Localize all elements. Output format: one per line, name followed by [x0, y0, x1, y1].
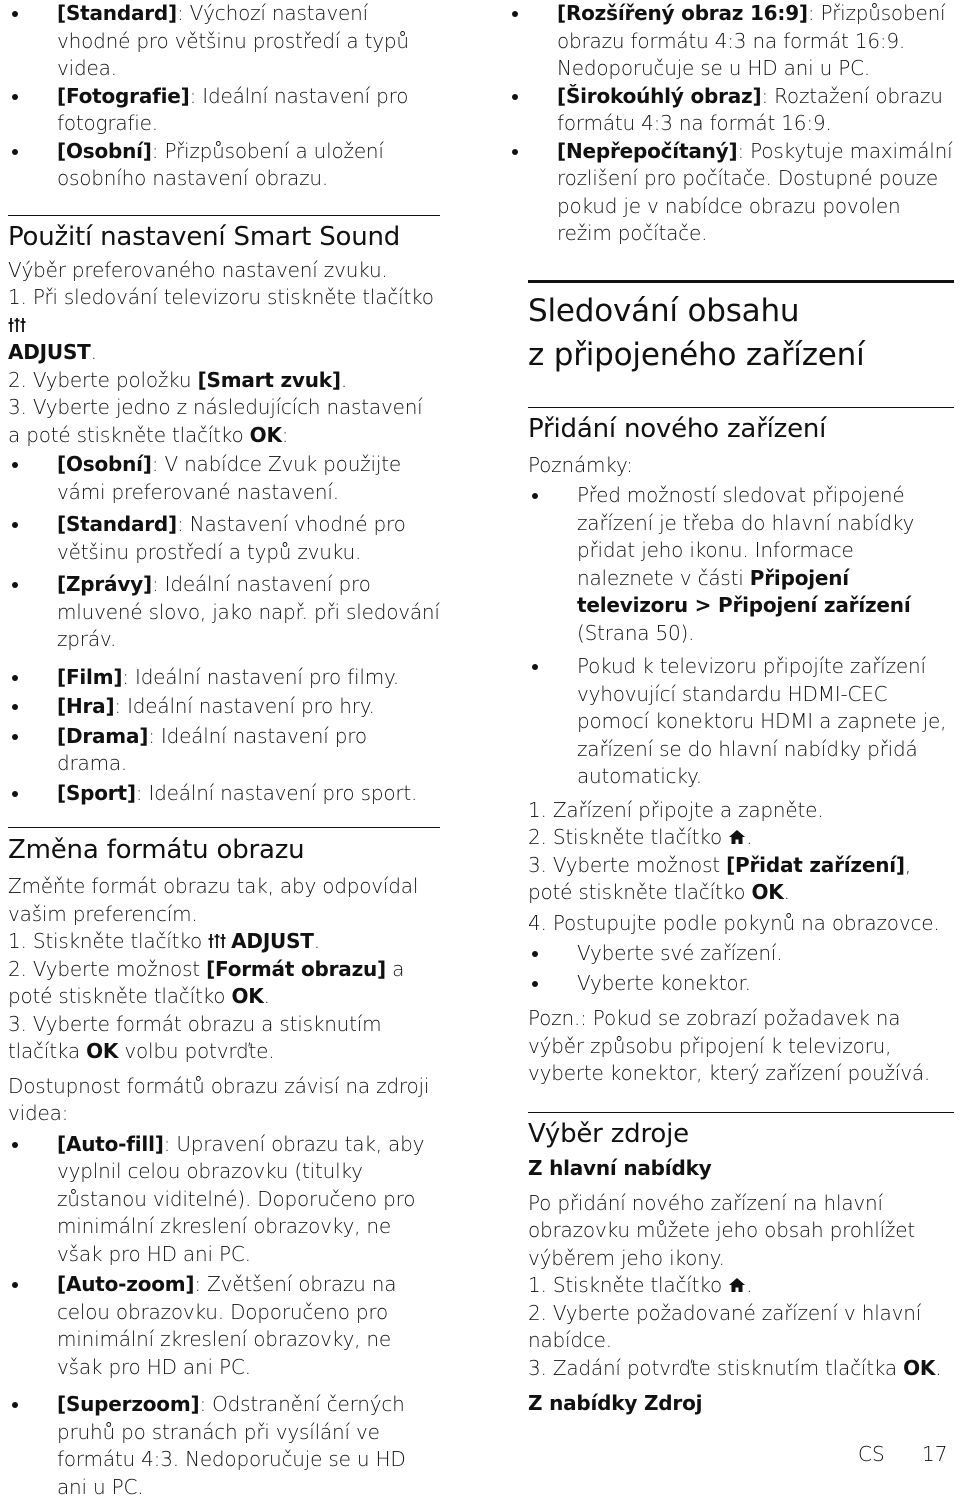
option-key: [Fotografie]: [57, 84, 190, 108]
ok-key-label: OK: [86, 1039, 118, 1063]
list-item: [8, 664, 440, 692]
step-text: 3. Vyberte jedno z následujících nastavení a poté stiskněte tlačítko: [8, 395, 423, 447]
option-key: [Rozšířený obraz 16:9]: [557, 1, 808, 25]
format-availability: Dostupnost formátů obrazu závisí na zdroji videa:: [8, 1073, 440, 1128]
notes-label: Poznámky:: [528, 452, 954, 480]
option-text: : Roztažení obrazu formátu 4:3 na formát 16:9.: [557, 84, 943, 136]
option-text: : Ideální nastavení pro hry.: [114, 694, 374, 718]
add-step-4: 4. Postupujte podle pokynů na obrazovce.: [528, 910, 954, 938]
right-column: [528, 0, 954, 1417]
step-text: .: [341, 368, 347, 392]
ok-key-label: OK: [250, 423, 282, 447]
format-step-2: [8, 956, 440, 1011]
format-step-1: [8, 928, 440, 956]
adjust-key-label: ADJUST: [8, 340, 91, 364]
list-item: [8, 571, 440, 654]
note-text: Před možností sledovat připojené zařízení je třeba do hlavní nabídky přidat jeho ikonu. Informace naleznete v části: [577, 483, 914, 590]
list-item: [8, 693, 440, 721]
step-text: .: [784, 880, 790, 904]
chapter-title-line-1: Sledování obsahu: [528, 293, 799, 329]
step-text: 1. Při sledování televizoru stiskněte tlačítko: [8, 285, 434, 309]
note-reference: Připojení televizoru > Připojení zařízení: [577, 566, 910, 618]
format-intro: Změňte formát obrazu tak, aby odpovídal vašim preferencím.: [8, 873, 440, 928]
chapter-title: [528, 289, 954, 377]
sound-step-3: [8, 394, 440, 449]
step-text: .: [746, 825, 752, 849]
option-key: [Hra]: [57, 694, 114, 718]
step-text: :: [282, 423, 289, 447]
subheading-from-source-menu: Z nabídky Zdroj: [528, 1390, 954, 1417]
format-step-3: [8, 1011, 440, 1066]
source-intro: Po přidání nového zařízení na hlavní obrazovku můžete jeho obsah prohlížet výběrem jeho ikony.: [528, 1190, 954, 1273]
section-heading-smart-sound: Použití nastavení Smart Sound: [8, 221, 440, 253]
ok-key-label: OK: [231, 984, 263, 1008]
source-step-2: 2. Vyberte požadované zařízení v hlavní nabídce.: [528, 1300, 954, 1355]
option-key: [Superzoom]: [57, 1392, 199, 1416]
option-text: : Přizpůsobení a uložení osobního nastavení obrazu.: [57, 139, 384, 191]
section-heading-select-source: Výběr zdroje: [528, 1118, 954, 1150]
add-step-2: [528, 824, 954, 852]
section-heading-add-device: Přidání nového zařízení: [528, 413, 954, 445]
list-item: [8, 723, 440, 778]
option-key: [Drama]: [57, 724, 148, 748]
list-item: [8, 0, 440, 83]
option-text: : Ideální nastavení pro sport.: [136, 781, 417, 805]
section-divider: [8, 827, 440, 828]
add-step-1: 1. Zařízení připojte a zapněte.: [528, 797, 954, 825]
option-key: [Širokoúhlý obraz]: [557, 84, 761, 108]
option-text: : Výchozí nastavení vhodné pro většinu prostředí a typů videa.: [57, 1, 409, 80]
sound-step-2: [8, 367, 440, 395]
add-step-3: [528, 852, 954, 907]
chapter-divider: [528, 280, 954, 283]
menu-key-label: [Formát obrazu]: [206, 957, 386, 981]
section-divider: [528, 407, 954, 408]
option-text: : Ideální nastavení pro filmy.: [122, 665, 399, 689]
step-text: .: [314, 929, 320, 953]
option-text: : V nabídce Zvuk použijte vámi preferované nastavení.: [57, 452, 401, 504]
list-item: [508, 138, 954, 248]
sound-step-1: [8, 284, 440, 367]
option-text: : Poskytuje maximální rozlišení pro počítače. Dostupné pouze pokud je v nabídce obrazu povolen režim počítače.: [557, 139, 952, 246]
list-item: [8, 83, 440, 138]
list-item: [8, 1271, 440, 1381]
list-item: Pokud k televizoru připojíte zařízení vyhovující standardu HDMI-CEC pomocí konektoru HDMI a zapnete je, zařízení se do hlavní nabídky přidá automaticky.: [528, 653, 954, 791]
option-key: [Auto-fill]: [57, 1132, 164, 1156]
option-text: : Přizpůsobení obrazu formátu 4:3 na formát 16:9. Nedoporučuje se u HD ani u PC.: [557, 1, 945, 80]
source-step-1: [528, 1272, 954, 1300]
step-text: 3. Vyberte formát obrazu a stisknutím tlačítka: [8, 1012, 381, 1064]
sound-options-list-2: [8, 664, 440, 808]
step-text: 3. Zadání potvrďte stisknutím tlačítka: [528, 1356, 903, 1380]
home-icon: [728, 1277, 746, 1293]
step-text: 1. Stiskněte tlačítko: [528, 1273, 728, 1297]
option-text: : Ideální nastavení pro fotografie.: [57, 84, 408, 136]
list-item: [8, 511, 440, 566]
step-text: a poté stiskněte tlačítko: [8, 957, 404, 1009]
list-item: [8, 780, 440, 808]
option-text: : Nastavení vhodné pro většinu prostředí a typů zvuku.: [57, 512, 406, 564]
adjust-icon: [208, 933, 226, 949]
list-item: Vyberte konektor.: [528, 970, 954, 998]
step-text: .: [746, 1273, 752, 1297]
step-text: .: [935, 1356, 941, 1380]
subheading-from-home-menu: Z hlavní nabídky: [528, 1155, 954, 1182]
list-item: [528, 482, 954, 647]
option-text: : Odstranění černých pruhů po stranách při vysílání ve formátu 4:3. Nedoporučuje se u HD ani u PC.: [57, 1392, 406, 1499]
home-icon: [728, 829, 746, 845]
format-options-list: [8, 1131, 440, 1501]
option-key: [Sport]: [57, 781, 136, 805]
menu-key-label: [Smart zvuk]: [198, 368, 341, 392]
option-text: : Upravení obrazu tak, aby vyplnil celou obrazovku (titulky zůstanou viditelné). Doporučeno pro minimální zkreslení obrazovky, ne však pro HD ani PC.: [57, 1132, 424, 1266]
connection-note: Pozn.: Pokud se zobrazí požadavek na výběr způsobu připojení k televizoru, vyberte konektor, který zařízení používá.: [528, 1005, 954, 1088]
step-text: .: [91, 340, 97, 364]
page-number: 17: [922, 1442, 947, 1466]
add-substeps-list: [528, 940, 954, 997]
sound-options-list: [8, 451, 440, 654]
adjust-icon: [8, 317, 26, 333]
option-key: [Nepřepočítaný]: [557, 139, 737, 163]
language-code: CS: [858, 1442, 885, 1466]
format-options-list-continued: [508, 0, 954, 248]
step-text: 1. Stiskněte tlačítko: [8, 929, 208, 953]
list-item: [508, 0, 954, 83]
step-text: 2. Stiskněte tlačítko: [528, 825, 728, 849]
option-key: [Film]: [57, 665, 122, 689]
list-item: Vyberte své zařízení.: [528, 940, 954, 968]
step-text: 3. Vyberte možnost: [528, 853, 726, 877]
section-heading-picture-format: Změna formátu obrazu: [8, 834, 440, 866]
step-text: volbu potvrďte.: [118, 1039, 274, 1063]
section-divider: [8, 215, 440, 216]
ok-key-label: OK: [751, 880, 783, 904]
option-key: [Standard]: [57, 512, 177, 536]
menu-key-label: [Přidat zařízení]: [726, 853, 905, 877]
list-item: [8, 451, 440, 506]
option-key: [Standard]: [57, 1, 177, 25]
ok-key-label: OK: [903, 1356, 935, 1380]
list-item: [508, 83, 954, 138]
option-key: [Osobní]: [57, 452, 152, 476]
option-key: [Zprávy]: [57, 572, 152, 596]
step-text: , poté stiskněte tlačítko: [528, 853, 911, 905]
adjust-key-label: ADJUST: [231, 929, 314, 953]
list-item: [8, 1131, 440, 1269]
option-text: : Ideální nastavení pro drama.: [57, 724, 367, 776]
option-text: : Ideální nastavení pro mluvené slovo, jako např. při sledování zpráv.: [57, 572, 440, 651]
picture-preset-list: [8, 0, 440, 193]
step-text: .: [264, 984, 270, 1008]
notes-list: [528, 482, 954, 791]
chapter-title-line-2: z připojeného zařízení: [528, 337, 865, 373]
section-divider: [528, 1112, 954, 1113]
note-text: (Strana 50).: [577, 621, 694, 645]
list-item: [8, 1391, 440, 1501]
left-column: [8, 0, 440, 1501]
option-key: [Auto-zoom]: [57, 1272, 194, 1296]
sound-intro: Výběr preferovaného nastavení zvuku.: [8, 257, 440, 285]
list-item: [8, 138, 440, 193]
option-text: : Zvětšení obrazu na celou obrazovku. Doporučeno pro minimální zkreslení obrazovky, ne však pro HD ani PC.: [57, 1272, 396, 1379]
step-text: 2. Vyberte možnost: [8, 957, 206, 981]
source-step-3: [528, 1355, 954, 1383]
option-key: [Osobní]: [57, 139, 152, 163]
step-text: 2. Vyberte položku: [8, 368, 198, 392]
